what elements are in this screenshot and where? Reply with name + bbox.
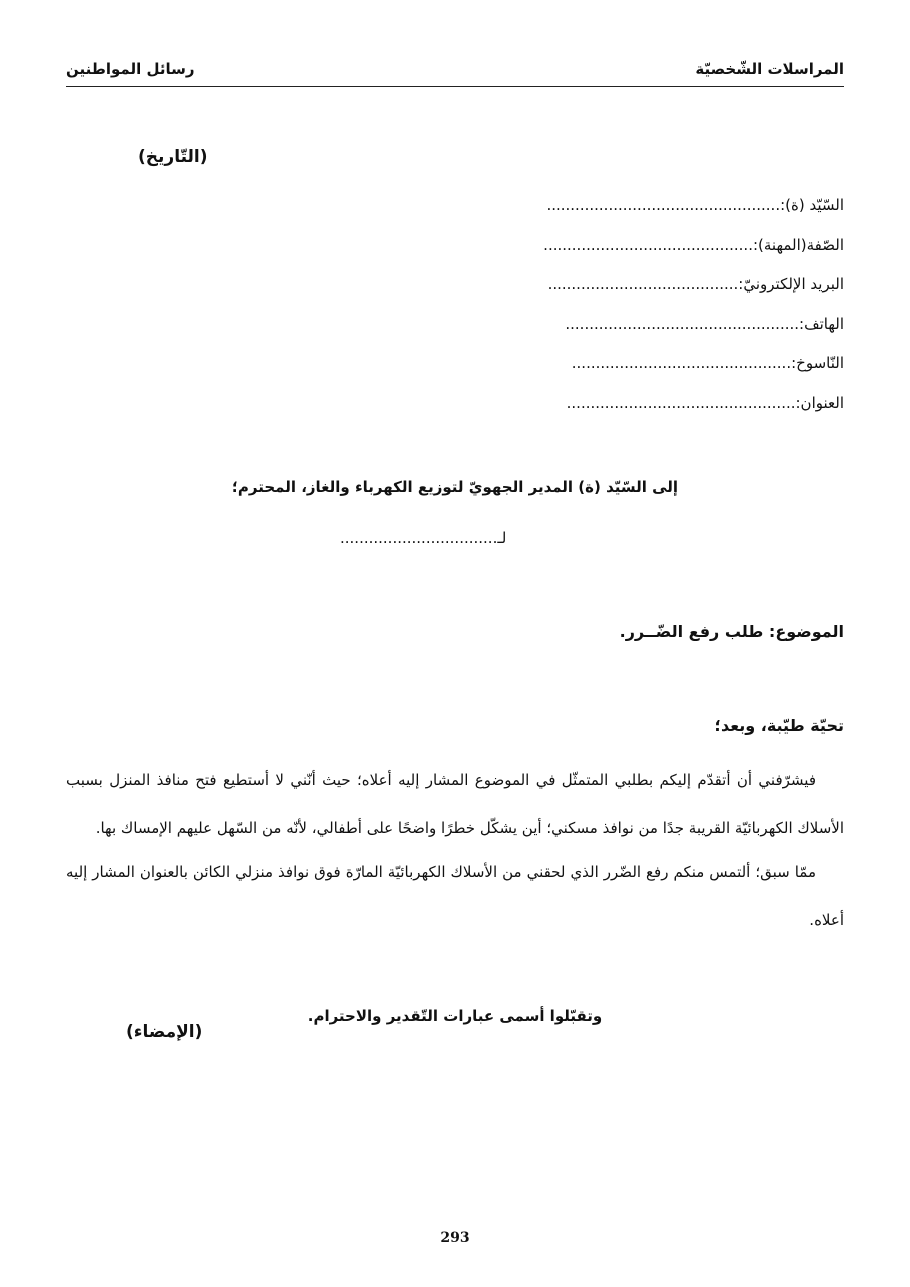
page-number: 293 bbox=[440, 1230, 470, 1246]
field-name: السّيّد (ة):................................................. bbox=[546, 196, 844, 214]
section-title: المراسلات الشّخصيّة bbox=[695, 60, 844, 78]
recipient-location: لـ................................. bbox=[340, 529, 507, 547]
sender-fields bbox=[543, 196, 844, 433]
field-fax: النّاسوخ:.............................................. bbox=[571, 354, 844, 372]
signature-placeholder: (الإمضاء) bbox=[126, 1022, 203, 1042]
field-profession: الصّفة(المهنة):............................................ bbox=[543, 235, 844, 254]
body-paragraph: ممّا سبق؛ ألتمس منكم رفع الضّرر الذي لحقني من الأسلاك الكهربائيّة المارّة فوق نوافذ منزلي الكائن بالعنوان المشار إليه أعلاه. bbox=[66, 863, 844, 929]
field-email: البريد الإلكترونيّ:........................................ bbox=[547, 275, 844, 293]
letter-subject: الموضوع: طلب رفع الضّــرر. bbox=[619, 622, 844, 641]
letter-body bbox=[66, 756, 844, 944]
page-header bbox=[66, 56, 844, 87]
field-phone: الهاتف:................................................. bbox=[565, 314, 844, 333]
recipient-line: إلى السّيّد (ة) المدير الجهويّ لتوزيع الكهرباء والغاز، المحترم؛ bbox=[231, 478, 679, 496]
letter-greeting: تحيّة طيّبة، وبعد؛ bbox=[714, 716, 844, 735]
date-placeholder: (التّاريخ) bbox=[138, 147, 208, 167]
chapter-title: رسائل المواطنين bbox=[66, 60, 195, 78]
letter-closing: وتقبّلوا أسمى عبارات التّقدير والاحترام. bbox=[307, 1007, 603, 1025]
field-address: العنوان:................................................ bbox=[566, 393, 844, 412]
body-paragraph: فيشرّفني أن أتقدّم إليكم بطلبي المتمثّل في الموضوع المشار إليه أعلاه؛ حيث أنّني لا أستطيع فتح منافذ المنزل بسبب الأسلاك الكهربائيّة القريبة جدًا من نوافذ مسكني؛ أين يشكّل خطرًا واضحًا على أطفالي، لأنّه من السّهل عليهم الإمساك بها. bbox=[66, 771, 844, 837]
